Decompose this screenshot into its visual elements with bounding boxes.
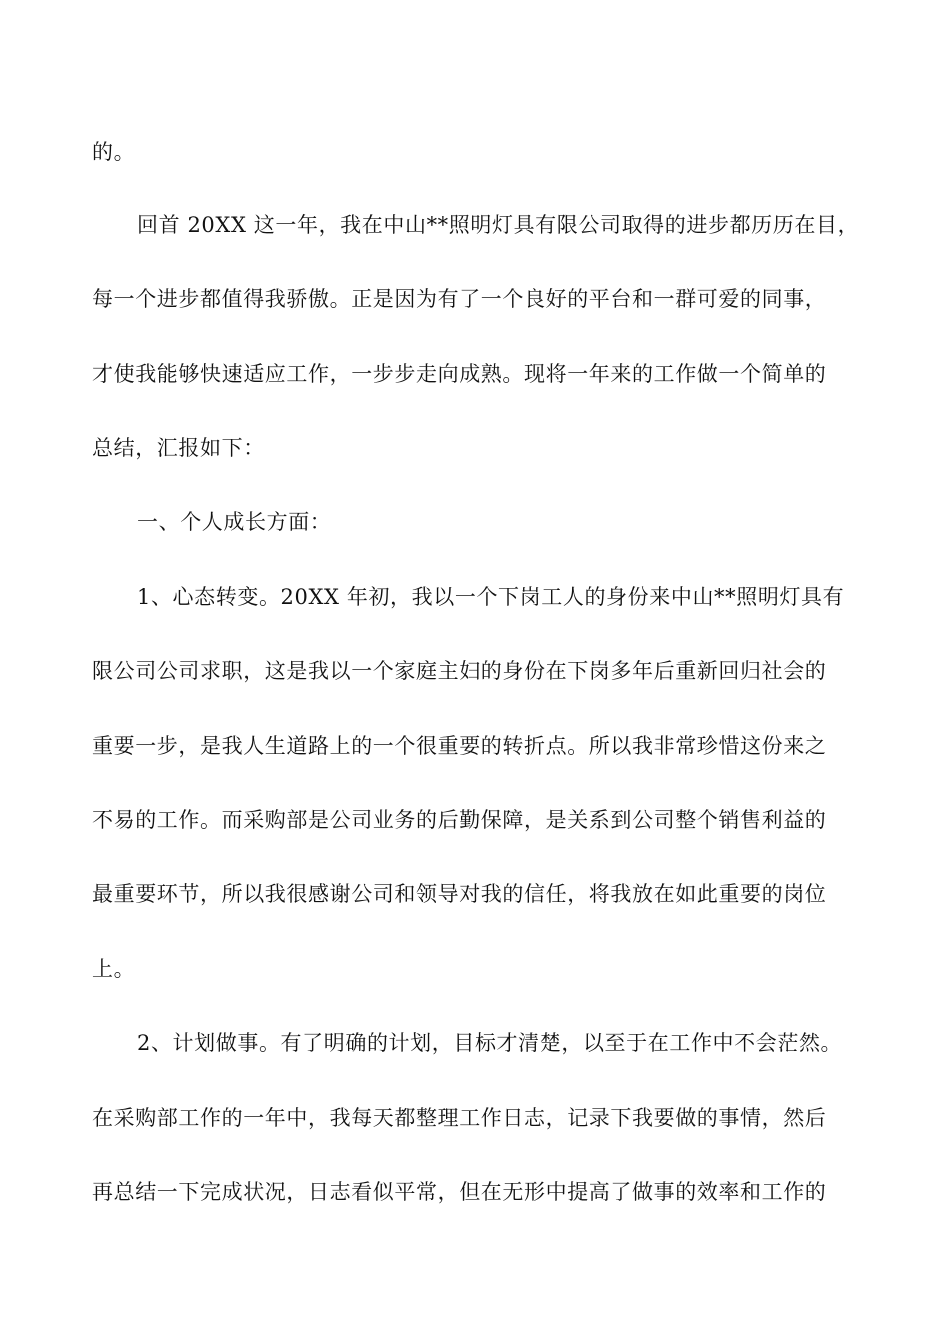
paragraph-line: 2、计划做事。有了明确的计划，目标才清楚，以至于在工作中不会茫然。	[137, 1031, 843, 1055]
section-heading: 一、个人成长方面：	[137, 510, 332, 534]
paragraph-line: 最重要环节，所以我很感谢公司和领导对我的信任，将我放在如此重要的岗位	[92, 882, 827, 906]
paragraph-line: 再总结一下完成状况，日志看似平常，但在无形中提高了做事的效率和工作的	[92, 1180, 827, 1204]
paragraph-line: 重要一步，是我人生道路上的一个很重要的转折点。所以我非常珍惜这份来之	[92, 734, 827, 758]
paragraph-line: 上。	[92, 957, 136, 981]
paragraph-line: 在采购部工作的一年中，我每天都整理工作日志，记录下我要做的事情，然后	[92, 1106, 827, 1130]
paragraph-line: 总结，汇报如下：	[92, 436, 265, 460]
paragraph-line: 限公司公司求职，这是我以一个家庭主妇的身份在下岗多年后重新回归社会的	[92, 659, 827, 683]
paragraph-line: 回首 20XX 这一年，我在中山**照明灯具有限公司取得的进步都历历在目，	[137, 213, 860, 237]
paragraph-line: 的。	[92, 140, 136, 164]
paragraph-line: 不易的工作。而采购部是公司业务的后勤保障，是关系到公司整个销售利益的	[92, 808, 827, 832]
paragraph-line: 1、心态转变。20XX 年初，我以一个下岗工人的身份来中山**照明灯具有	[137, 585, 845, 609]
paragraph-line: 每一个进步都值得我骄傲。正是因为有了一个良好的平台和一群可爱的同事，	[92, 287, 827, 311]
paragraph-line: 才使我能够快速适应工作，一步步走向成熟。现将一年来的工作做一个简单的	[92, 362, 827, 386]
